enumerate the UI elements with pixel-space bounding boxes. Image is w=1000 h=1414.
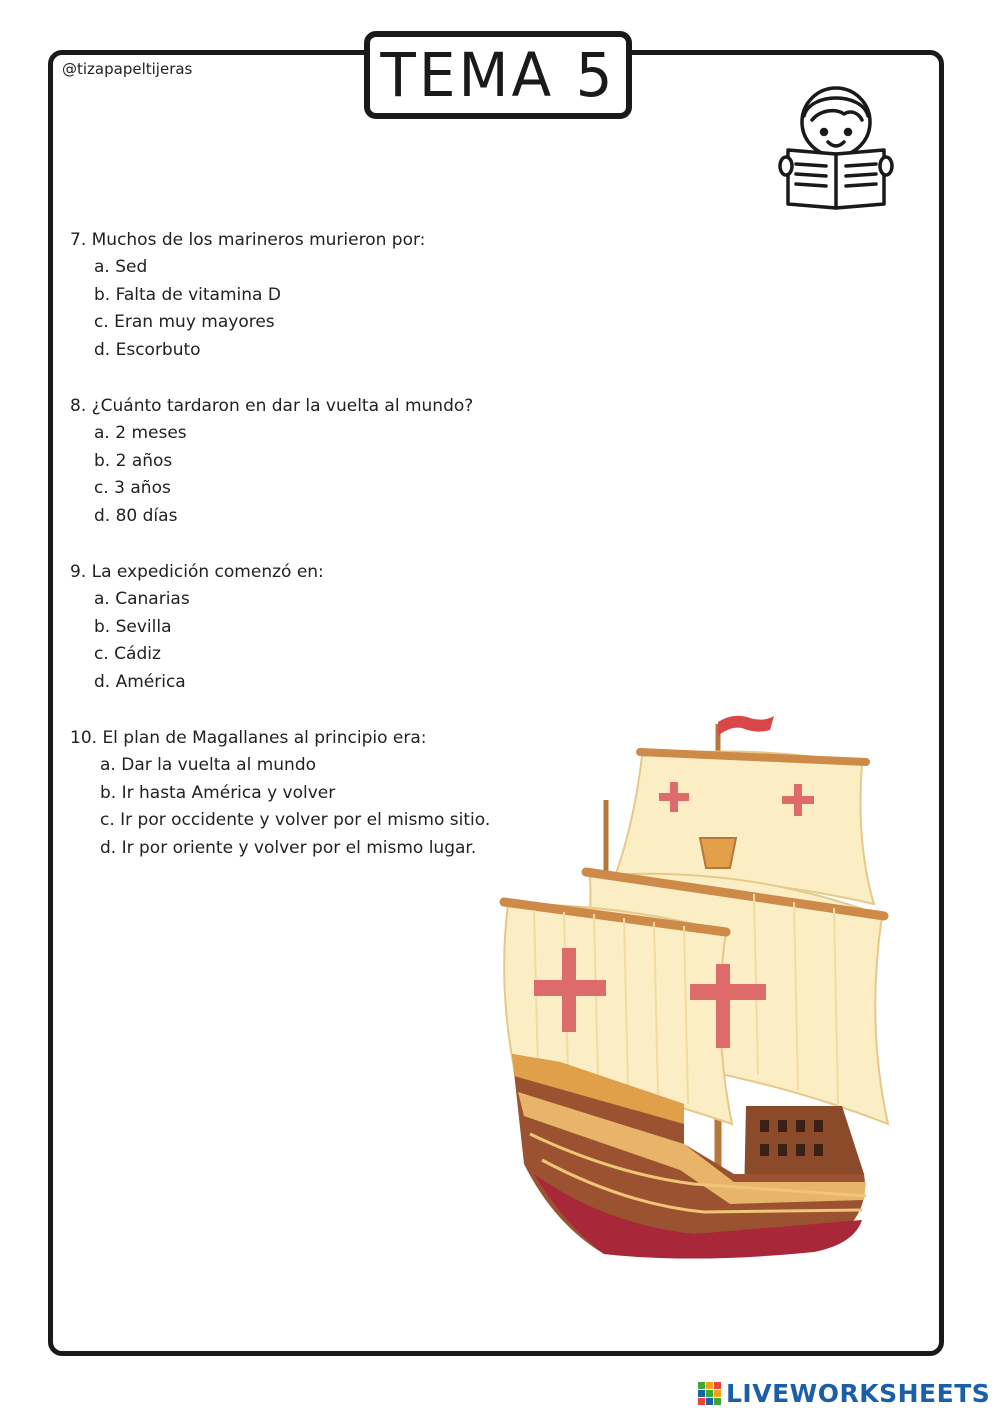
- question-10: [70, 724, 490, 863]
- options-list: [70, 586, 324, 697]
- question-text: 8. ¿Cuánto tardaron en dar la vuelta al mundo?: [70, 396, 474, 416]
- option[interactable]: b. Ir hasta América y volver: [100, 782, 336, 803]
- page-title: TEMA 5: [380, 39, 616, 111]
- question-9: [70, 558, 324, 697]
- child-reading-book-icon: [776, 80, 896, 212]
- question-text: 9. La expedición comenzó en:: [70, 562, 324, 582]
- option[interactable]: a. 2 meses: [94, 423, 187, 443]
- brand-name: LIVEWORKSHEETS: [726, 1379, 991, 1408]
- option[interactable]: a. Canarias: [94, 589, 190, 609]
- option[interactable]: a. Dar la vuelta al mundo: [100, 755, 317, 775]
- options-list: [70, 420, 473, 531]
- question-text: 10. El plan de Magallanes al principio era:: [70, 728, 427, 748]
- question-text: 7. Muchos de los marineros murieron por:: [70, 230, 426, 250]
- option[interactable]: d. Ir por oriente y volver por el mismo lugar.: [100, 838, 477, 859]
- option[interactable]: c. Eran muy mayores: [94, 312, 275, 333]
- option[interactable]: c. 3 años: [94, 478, 171, 499]
- option[interactable]: c. Ir por occidente y volver por el mismo sitio.: [100, 810, 491, 831]
- option[interactable]: d. 80 días: [94, 506, 178, 527]
- option[interactable]: b. Falta de vitamina D: [94, 284, 281, 305]
- question-7: [70, 226, 425, 365]
- option[interactable]: b. Sevilla: [94, 616, 172, 637]
- options-list: [70, 752, 490, 863]
- options-list: [70, 254, 425, 365]
- title-box: [364, 31, 632, 119]
- question-8: [70, 392, 473, 531]
- option[interactable]: b. 2 años: [94, 450, 173, 471]
- liveworksheets-logo-icon: [698, 1382, 722, 1406]
- option[interactable]: a. Sed: [94, 257, 148, 277]
- option[interactable]: c. Cádiz: [94, 644, 161, 665]
- option[interactable]: d. Escorbuto: [94, 340, 201, 361]
- sailing-ship-icon: [494, 704, 900, 1272]
- option[interactable]: d. América: [94, 672, 186, 693]
- author-handle: @tizapapeltijeras: [62, 60, 193, 78]
- footer-brand: [698, 1379, 990, 1408]
